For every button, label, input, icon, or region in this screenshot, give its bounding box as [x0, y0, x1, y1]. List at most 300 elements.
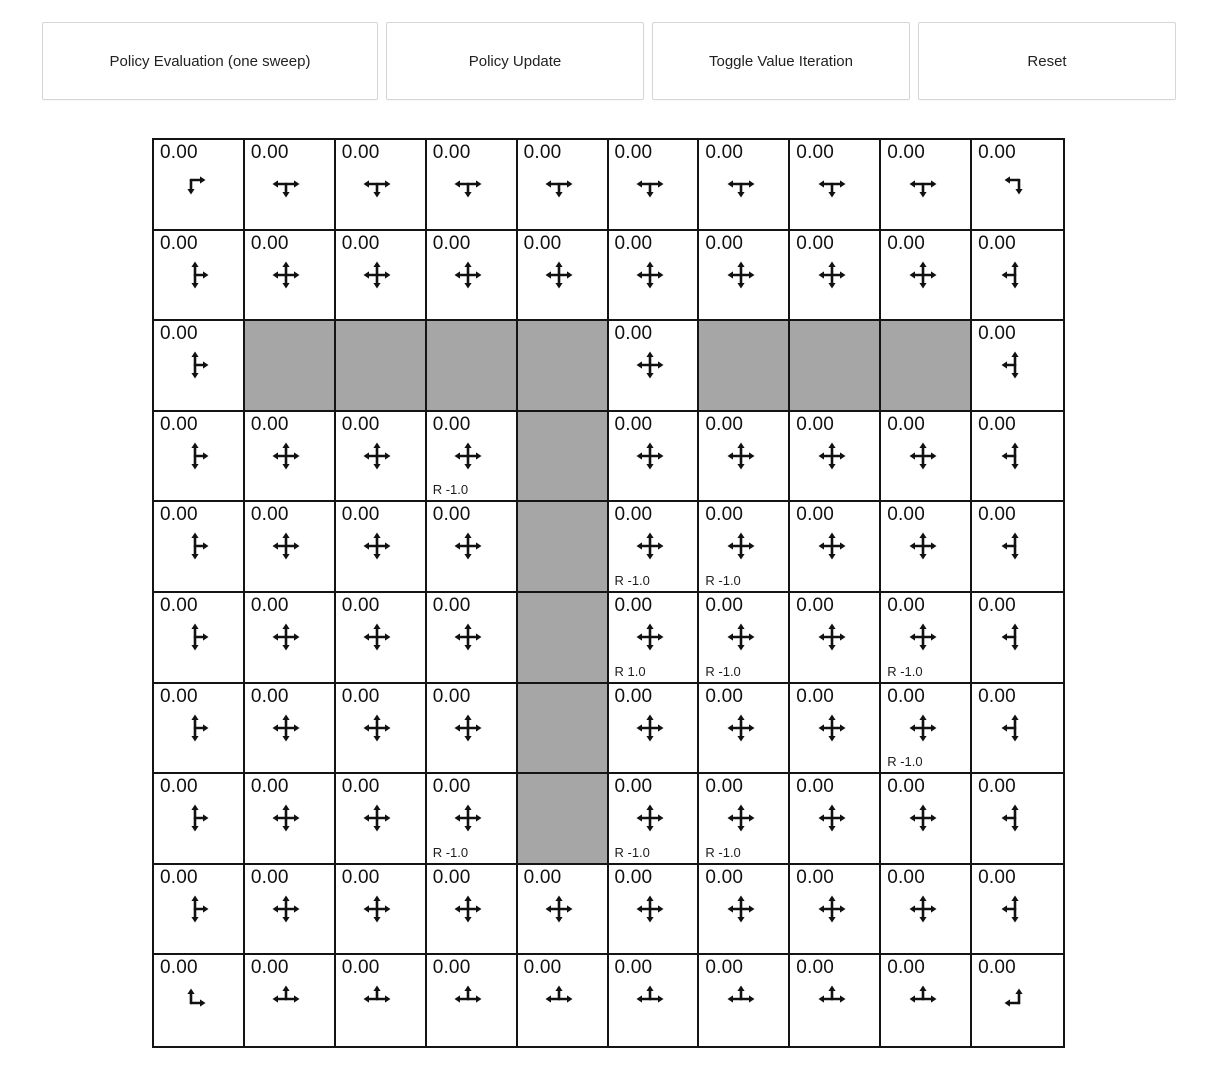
state-value: 0.00: [523, 142, 562, 163]
policy-arrows-icon: [908, 260, 938, 290]
policy-arrows: [817, 803, 847, 838]
state-value: 0.00: [887, 776, 925, 798]
policy-arrows-icon: [1000, 441, 1030, 471]
policy-arrows: [453, 803, 483, 838]
policy-arrows: [180, 713, 210, 748]
state-value: 0.00: [432, 413, 471, 435]
policy-arrows-icon: [817, 260, 847, 290]
policy-arrows: [271, 803, 301, 838]
grid-cell-8-3: [427, 865, 518, 956]
policy-arrows: [1000, 984, 1030, 1019]
policy-arrows-icon: [726, 260, 756, 290]
wall-cell-5-4: [518, 593, 609, 684]
state-value: 0.00: [978, 957, 1016, 979]
policy-arrows: [817, 260, 847, 295]
toggle-value-iteration-button[interactable]: Toggle Value Iteration: [652, 22, 910, 100]
grid-cell-5-6: [699, 593, 790, 684]
policy-arrows: [271, 713, 301, 748]
state-value: 0.00: [614, 232, 653, 254]
reward-label: R -1.0: [705, 844, 741, 860]
policy-arrows: [1000, 803, 1030, 838]
grid-cell-6-6: [699, 684, 790, 775]
policy-arrows-icon: [180, 531, 210, 561]
wall-cell-2-1: [245, 321, 336, 412]
policy-arrows-icon: [453, 894, 483, 924]
state-value: 0.00: [432, 685, 471, 707]
policy-arrows-icon: [635, 713, 665, 743]
policy-arrows: [817, 441, 847, 476]
policy-arrows-icon: [544, 894, 574, 924]
grid-cell-0-7: [790, 140, 881, 231]
grid-cell-2-0: [154, 321, 245, 412]
grid-cell-1-1: [245, 231, 336, 322]
policy-arrows-icon: [271, 441, 301, 471]
grid-cell-0-3: [427, 140, 518, 231]
state-value: 0.00: [705, 413, 744, 435]
state-value: 0.00: [523, 957, 562, 979]
policy-arrows-icon: [908, 894, 938, 924]
policy-arrows-icon: [726, 531, 756, 561]
policy-arrows-icon: [180, 894, 210, 924]
state-value: 0.00: [705, 142, 744, 163]
state-value: 0.00: [341, 413, 380, 435]
policy-arrows-icon: [180, 350, 210, 380]
grid-cell-5-1: [245, 593, 336, 684]
policy-arrows-icon: [362, 713, 392, 743]
policy-arrows: [908, 984, 938, 1019]
policy-arrows: [726, 984, 756, 1019]
policy-arrows: [271, 531, 301, 566]
state-value: 0.00: [432, 504, 471, 526]
grid-cell-9-5: [609, 955, 700, 1046]
grid-cell-9-4: [518, 955, 609, 1046]
policy-arrows: [362, 803, 392, 838]
state-value: 0.00: [978, 232, 1016, 254]
state-value: 0.00: [614, 957, 653, 979]
state-value: 0.00: [523, 866, 562, 888]
grid-cell-3-6: [699, 412, 790, 503]
reward-label: R -1.0: [705, 663, 741, 679]
policy-arrows-icon: [635, 984, 665, 1014]
state-value: 0.00: [978, 866, 1016, 888]
state-value: 0.00: [341, 866, 380, 888]
grid-cell-3-3: [427, 412, 518, 503]
policy-arrows: [726, 169, 756, 204]
policy-arrows: [908, 531, 938, 566]
policy-arrows-icon: [635, 260, 665, 290]
wall-cell-2-8: [881, 321, 972, 412]
policy-arrows-icon: [817, 803, 847, 833]
grid-cell-9-3: [427, 955, 518, 1046]
grid-cell-4-5: [609, 502, 700, 593]
grid-cell-6-5: [609, 684, 700, 775]
policy-arrows-icon: [1000, 260, 1030, 290]
grid-cell-5-3: [427, 593, 518, 684]
policy-arrows: [453, 622, 483, 657]
grid-cell-8-8: [881, 865, 972, 956]
state-value: 0.00: [887, 232, 925, 254]
policy-arrows-icon: [453, 169, 483, 199]
grid-cell-9-9: [972, 955, 1063, 1046]
policy-arrows: [453, 441, 483, 476]
policy-arrows-icon: [908, 622, 938, 652]
wall-cell-3-4: [518, 412, 609, 503]
grid-cell-9-0: [154, 955, 245, 1046]
policy-arrows-icon: [544, 984, 574, 1014]
state-value: 0.00: [614, 685, 653, 707]
wall-cell-2-4: [518, 321, 609, 412]
policy-arrows-icon: [362, 894, 392, 924]
grid-cell-7-0: [154, 774, 245, 865]
policy-arrows: [635, 894, 665, 929]
grid-cell-5-2: [336, 593, 427, 684]
grid-cell-5-0: [154, 593, 245, 684]
policy-arrows: [544, 260, 574, 295]
state-value: 0.00: [250, 776, 289, 798]
state-value: 0.00: [160, 776, 198, 798]
state-value: 0.00: [432, 866, 471, 888]
policy-arrows: [726, 622, 756, 657]
policy-arrows-icon: [635, 441, 665, 471]
policy-arrows: [362, 622, 392, 657]
policy-arrows: [908, 894, 938, 929]
policy-arrows: [726, 894, 756, 929]
policy-arrows: [453, 713, 483, 748]
state-value: 0.00: [614, 594, 653, 616]
state-value: 0.00: [614, 142, 653, 163]
policy-arrows-icon: [635, 622, 665, 652]
policy-arrows: [817, 531, 847, 566]
state-value: 0.00: [160, 413, 198, 435]
grid-cell-5-9: [972, 593, 1063, 684]
reward-label: R -1.0: [614, 844, 650, 860]
grid-cell-0-1: [245, 140, 336, 231]
grid-cell-4-6: [699, 502, 790, 593]
grid-cell-1-8: [881, 231, 972, 322]
policy-arrows: [180, 350, 210, 385]
policy-arrows: [1000, 441, 1030, 476]
policy-arrows-icon: [453, 984, 483, 1014]
policy-arrows-icon: [271, 803, 301, 833]
policy-arrows: [1000, 713, 1030, 748]
policy-arrows-icon: [453, 803, 483, 833]
policy-arrows: [635, 260, 665, 295]
policy-arrows-icon: [1000, 894, 1030, 924]
grid-cell-9-1: [245, 955, 336, 1046]
policy-arrows-icon: [817, 531, 847, 561]
policy-arrows-icon: [908, 803, 938, 833]
grid-cell-6-8: [881, 684, 972, 775]
grid-cell-9-2: [336, 955, 427, 1046]
reward-label: R -1.0: [887, 663, 923, 679]
policy-arrows-icon: [817, 894, 847, 924]
policy-arrows-icon: [180, 169, 210, 199]
grid-cell-7-5: [609, 774, 700, 865]
policy-arrows: [908, 441, 938, 476]
policy-arrows: [453, 169, 483, 204]
state-value: 0.00: [978, 142, 1016, 163]
policy-arrows-icon: [908, 531, 938, 561]
grid-cell-5-8: [881, 593, 972, 684]
state-value: 0.00: [160, 504, 198, 526]
policy-arrows: [1000, 622, 1030, 657]
state-value: 0.00: [523, 232, 562, 254]
state-value: 0.00: [796, 866, 835, 888]
state-value: 0.00: [978, 323, 1016, 345]
policy-arrows-icon: [635, 894, 665, 924]
policy-arrows-icon: [817, 169, 847, 199]
grid-cell-0-9: [972, 140, 1063, 231]
state-value: 0.00: [160, 957, 198, 979]
policy-arrows-icon: [908, 169, 938, 199]
policy-arrows-icon: [1000, 713, 1030, 743]
grid-cell-3-0: [154, 412, 245, 503]
grid-cell-0-6: [699, 140, 790, 231]
state-value: 0.00: [160, 594, 198, 616]
policy-arrows: [726, 531, 756, 566]
policy-arrows-icon: [726, 441, 756, 471]
policy-arrows: [635, 622, 665, 657]
wall-cell-2-2: [336, 321, 427, 412]
policy-arrows-icon: [362, 984, 392, 1014]
policy-arrows: [817, 984, 847, 1019]
state-value: 0.00: [705, 594, 744, 616]
policy-arrows: [362, 169, 392, 204]
policy-arrows-icon: [726, 803, 756, 833]
grid-cell-1-0: [154, 231, 245, 322]
grid-cell-3-1: [245, 412, 336, 503]
policy-arrows-icon: [635, 350, 665, 380]
policy-arrows: [180, 531, 210, 566]
state-value: 0.00: [796, 232, 835, 254]
policy-arrows: [362, 531, 392, 566]
grid-cell-8-1: [245, 865, 336, 956]
grid-cell-4-8: [881, 502, 972, 593]
policy-arrows-icon: [726, 713, 756, 743]
state-value: 0.00: [978, 685, 1016, 707]
grid-cell-5-5: [609, 593, 700, 684]
grid-cell-6-9: [972, 684, 1063, 775]
policy-arrows: [271, 622, 301, 657]
policy-arrows: [362, 984, 392, 1019]
wall-cell-2-6: [699, 321, 790, 412]
state-value: 0.00: [796, 413, 835, 435]
policy-arrows-icon: [635, 803, 665, 833]
policy-arrows: [453, 260, 483, 295]
state-value: 0.00: [887, 957, 925, 979]
wall-cell-4-4: [518, 502, 609, 593]
state-value: 0.00: [887, 594, 925, 616]
grid-cell-0-5: [609, 140, 700, 231]
grid-cell-4-9: [972, 502, 1063, 593]
state-value: 0.00: [250, 504, 289, 526]
policy-arrows-icon: [1000, 622, 1030, 652]
toolbar: [42, 22, 1176, 100]
grid-cell-4-3: [427, 502, 518, 593]
wall-cell-2-3: [427, 321, 518, 412]
policy-arrows-icon: [180, 260, 210, 290]
grid-cell-2-9: [972, 321, 1063, 412]
state-value: 0.00: [160, 685, 198, 707]
grid-cell-3-8: [881, 412, 972, 503]
grid-cell-6-1: [245, 684, 336, 775]
grid-cell-9-8: [881, 955, 972, 1046]
policy-arrows: [544, 169, 574, 204]
policy-arrows-icon: [544, 169, 574, 199]
reward-label: R -1.0: [432, 482, 469, 498]
state-value: 0.00: [341, 685, 380, 707]
grid-cell-4-7: [790, 502, 881, 593]
state-value: 0.00: [432, 957, 471, 979]
grid-cell-6-3: [427, 684, 518, 775]
policy-arrows-icon: [362, 169, 392, 199]
policy-arrows-icon: [726, 622, 756, 652]
wall-cell-2-7: [790, 321, 881, 412]
policy-arrows: [453, 984, 483, 1019]
grid-cell-1-6: [699, 231, 790, 322]
policy-arrows: [635, 441, 665, 476]
policy-arrows-icon: [362, 622, 392, 652]
grid-cell-4-2: [336, 502, 427, 593]
policy-arrows-icon: [635, 531, 665, 561]
state-value: 0.00: [432, 594, 471, 616]
state-value: 0.00: [160, 232, 198, 254]
state-value: 0.00: [160, 142, 198, 163]
policy-arrows-icon: [362, 803, 392, 833]
reward-label: R -1.0: [887, 754, 923, 770]
state-value: 0.00: [887, 413, 925, 435]
policy-arrows-icon: [271, 260, 301, 290]
policy-arrows-icon: [271, 713, 301, 743]
state-value: 0.00: [978, 776, 1016, 798]
grid-cell-7-2: [336, 774, 427, 865]
policy-arrows: [180, 984, 210, 1019]
state-value: 0.00: [250, 685, 289, 707]
grid-cell-9-6: [699, 955, 790, 1046]
grid-cell-4-1: [245, 502, 336, 593]
state-value: 0.00: [887, 866, 925, 888]
policy-arrows-icon: [453, 622, 483, 652]
reset-button[interactable]: Reset: [918, 22, 1176, 100]
policy-arrows-icon: [362, 441, 392, 471]
grid-cell-1-3: [427, 231, 518, 322]
policy-arrows-icon: [908, 713, 938, 743]
policy-arrows-icon: [180, 441, 210, 471]
state-value: 0.00: [432, 232, 471, 254]
policy-arrows: [180, 894, 210, 929]
grid-cell-0-0: [154, 140, 245, 231]
grid-cell-1-2: [336, 231, 427, 322]
grid-cell-8-0: [154, 865, 245, 956]
grid-cell-8-9: [972, 865, 1063, 956]
state-value: 0.00: [341, 504, 380, 526]
policy-arrows: [908, 803, 938, 838]
state-value: 0.00: [341, 232, 380, 254]
policy-arrows: [362, 894, 392, 929]
grid-cell-0-2: [336, 140, 427, 231]
policy-arrows-icon: [180, 713, 210, 743]
policy-arrows: [362, 441, 392, 476]
policy-evaluation-one-sweep-button[interactable]: Policy Evaluation (one sweep): [42, 22, 378, 100]
policy-arrows-icon: [180, 984, 210, 1014]
policy-arrows-icon: [726, 169, 756, 199]
policy-arrows: [1000, 350, 1030, 385]
state-value: 0.00: [341, 142, 380, 163]
grid-cell-8-7: [790, 865, 881, 956]
wall-cell-6-4: [518, 684, 609, 775]
policy-update-button[interactable]: Policy Update: [386, 22, 644, 100]
policy-arrows: [362, 713, 392, 748]
state-value: 0.00: [250, 957, 289, 979]
policy-arrows-icon: [180, 622, 210, 652]
state-value: 0.00: [705, 957, 744, 979]
policy-arrows: [271, 984, 301, 1019]
grid-cell-3-7: [790, 412, 881, 503]
policy-arrows: [817, 169, 847, 204]
state-value: 0.00: [250, 232, 289, 254]
state-value: 0.00: [705, 776, 744, 798]
policy-arrows-icon: [817, 441, 847, 471]
state-value: 0.00: [614, 504, 653, 526]
state-value: 0.00: [887, 504, 925, 526]
state-value: 0.00: [705, 232, 744, 254]
policy-arrows: [1000, 531, 1030, 566]
state-value: 0.00: [614, 323, 653, 345]
state-value: 0.00: [614, 776, 653, 798]
policy-arrows-icon: [817, 984, 847, 1014]
policy-arrows: [1000, 260, 1030, 295]
grid-cell-2-5: [609, 321, 700, 412]
policy-arrows: [362, 260, 392, 295]
policy-arrows-icon: [1000, 803, 1030, 833]
policy-arrows: [817, 713, 847, 748]
policy-arrows: [271, 169, 301, 204]
policy-arrows: [726, 260, 756, 295]
policy-arrows-icon: [1000, 169, 1030, 199]
reward-label: R 1.0: [614, 663, 646, 679]
state-value: 0.00: [705, 504, 744, 526]
state-value: 0.00: [796, 594, 835, 616]
policy-arrows: [544, 894, 574, 929]
policy-arrows-icon: [726, 984, 756, 1014]
grid-cell-8-4: [518, 865, 609, 956]
grid-cell-7-6: [699, 774, 790, 865]
policy-arrows-icon: [453, 441, 483, 471]
policy-arrows-icon: [453, 531, 483, 561]
state-value: 0.00: [250, 594, 289, 616]
policy-arrows: [453, 531, 483, 566]
policy-arrows-icon: [1000, 984, 1030, 1014]
policy-arrows: [635, 713, 665, 748]
state-value: 0.00: [705, 866, 744, 888]
state-value: 0.00: [978, 504, 1016, 526]
grid-cell-3-5: [609, 412, 700, 503]
grid-cell-0-8: [881, 140, 972, 231]
grid-cell-6-2: [336, 684, 427, 775]
policy-arrows: [271, 894, 301, 929]
reward-label: R -1.0: [432, 844, 469, 860]
policy-arrows: [180, 441, 210, 476]
policy-arrows-icon: [817, 713, 847, 743]
grid-cell-9-7: [790, 955, 881, 1046]
policy-arrows-icon: [271, 984, 301, 1014]
grid-cell-1-5: [609, 231, 700, 322]
policy-arrows: [908, 260, 938, 295]
policy-arrows-icon: [726, 894, 756, 924]
policy-arrows: [908, 713, 938, 748]
state-value: 0.00: [978, 413, 1016, 435]
state-value: 0.00: [796, 142, 835, 163]
